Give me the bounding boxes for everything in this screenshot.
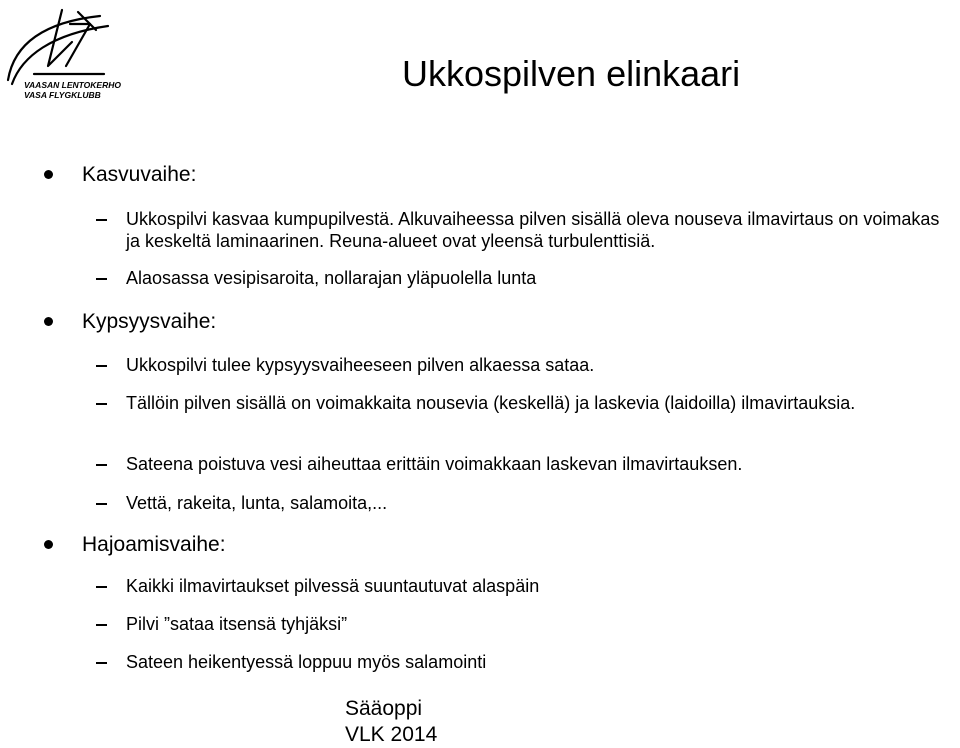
footer-line1: Sääoppi [345,697,423,720]
slide-title: Ukkospilven elinkaari [402,53,741,94]
club-logo [4,4,130,100]
logo-line2: VASA FLYGKLUBB [24,90,101,100]
list-item: Pilvi ”sataa itsensä tyhjäksi” [126,614,956,636]
list-item: Tällöin pilven sisällä on voimakkaita nousevia (keskellä) ja laskevia (laidoilla) ilmavirtauksia. [126,393,956,415]
list-item: Vettä, rakeita, lunta, salamoita,... [126,493,956,515]
dash-icon [96,624,107,626]
section-heading: Hajoamisvaihe: [82,532,226,558]
list-item: Sateena poistuva vesi aiheuttaa erittäin voimakkaan laskevan ilmavirtauksen. [126,454,956,476]
dash-icon [96,662,107,664]
bullet-icon [44,540,53,549]
list-item: Sateen heikentyessä loppuu myös salamointi [126,652,956,674]
section-heading: Kasvuvaihe: [82,162,196,188]
dash-icon [96,586,107,588]
bullet-icon [44,317,53,326]
dash-icon [96,464,107,466]
dash-icon [96,365,107,367]
list-item: Ukkospilvi tulee kypsyysvaiheeseen pilven alkaessa sataa. [126,355,956,377]
section-heading: Kypsyysvaihe: [82,309,216,335]
bullet-icon [44,170,53,179]
footer-line2: VLK 2014 [345,723,438,746]
dash-icon [96,278,107,280]
logo-line1: VAASAN LENTOKERHO [24,80,121,90]
footer [345,696,437,748]
list-item: Alaosassa vesipisaroita, nollarajan yläpuolella lunta [126,268,956,290]
dash-icon [96,403,107,405]
list-item: Kaikki ilmavirtaukset pilvessä suuntautuvat alaspäin [126,576,956,598]
list-item: Ukkospilvi kasvaa kumpupilvestä. Alkuvaiheessa pilven sisällä oleva nouseva ilmavirtaus on voimakas ja keskeltä laminaarinen. Reuna-alueet ovat yleensä turbulenttisiä. [126,209,956,252]
dash-icon [96,219,107,221]
dash-icon [96,503,107,505]
